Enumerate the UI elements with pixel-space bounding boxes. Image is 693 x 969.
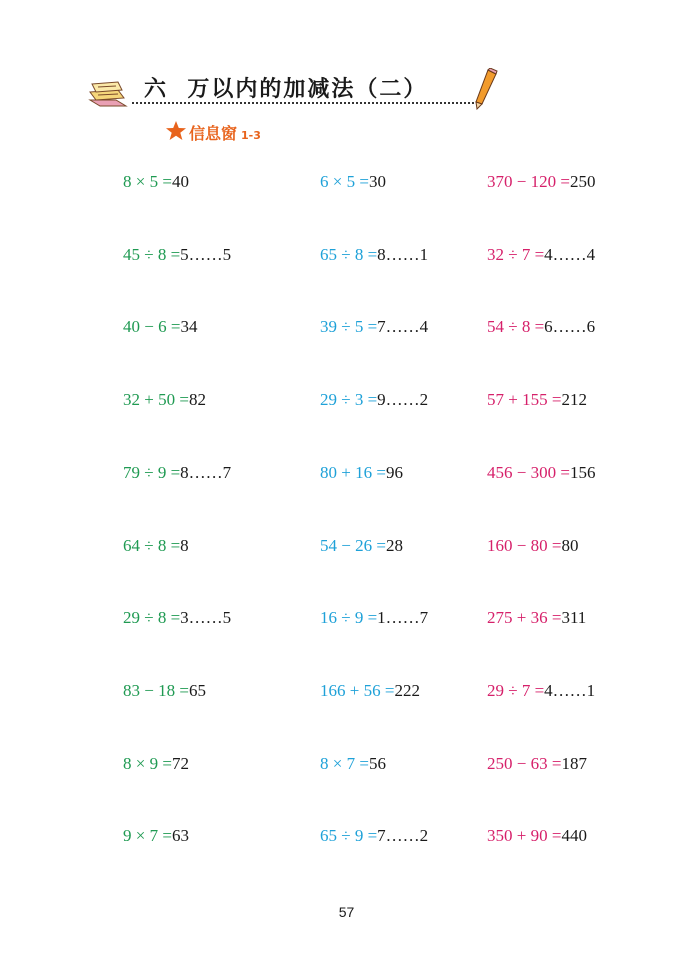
problem-expression: 275 + 36 = [487, 608, 562, 628]
problem-answer: 8……7 [180, 462, 232, 482]
problem-answer: 3……5 [180, 608, 232, 628]
problem-expression: 456 − 300 = [487, 462, 570, 482]
problem-expression: 54 − 26 = [320, 535, 386, 555]
problem-answer: 7……2 [377, 826, 429, 846]
page-number: 57 [338, 904, 355, 920]
problem-item [320, 608, 428, 628]
problem-item [123, 317, 197, 337]
problem-answer: 8 [180, 535, 189, 555]
section-number: 1-3 [241, 129, 261, 142]
problem-answer: 9……2 [377, 390, 429, 410]
problem-answer: 222 [394, 680, 420, 700]
problem-item [320, 390, 428, 410]
problem-expression: 29 ÷ 8 = [123, 608, 181, 628]
problem-answer: 63 [171, 826, 189, 846]
problem-expression: 65 ÷ 9 = [320, 826, 378, 846]
problem-expression: 29 ÷ 3 = [320, 390, 378, 410]
problem-answer: 65 [188, 680, 206, 700]
problem-item [320, 536, 403, 556]
problem-answer: 40 [171, 172, 189, 191]
problem-item [123, 608, 231, 628]
problem-item [320, 681, 420, 701]
problem-item [123, 536, 189, 556]
problem-answer: 96 [385, 462, 403, 482]
problem-expression: 32 + 50 = [123, 390, 189, 410]
problem-expression: 9 × 7 = [123, 826, 172, 846]
problem-expression: 39 ÷ 5 = [320, 317, 378, 337]
problem-expression: 8 × 9 = [123, 753, 172, 773]
chapter-title: 六 万以内的加减法（二） [144, 77, 428, 102]
problem-expression: 29 ÷ 7 = [487, 680, 545, 700]
problem-answer: 30 [368, 172, 386, 191]
problem-item [123, 754, 189, 774]
problem-answer: 8……1 [377, 244, 429, 264]
problem-item [487, 608, 586, 628]
problem-answer: 212 [561, 390, 587, 410]
problem-item [123, 245, 231, 265]
problem-item [123, 826, 189, 846]
problem-expression: 16 ÷ 9 = [320, 608, 378, 628]
problem-expression: 370 − 120 = [487, 172, 570, 191]
problem-expression: 40 − 6 = [123, 317, 181, 337]
problem-expression: 6 × 5 = [320, 172, 369, 191]
problem-expression: 350 + 90 = [487, 826, 562, 846]
problem-answer: 56 [368, 753, 386, 773]
problem-item [320, 172, 386, 192]
problem-item [320, 754, 386, 774]
problem-expression: 83 − 18 = [123, 680, 189, 700]
problem-answer: 80 [561, 535, 579, 555]
problem-expression: 45 ÷ 8 = [123, 244, 181, 264]
problem-answer: 5……5 [180, 244, 232, 264]
problem-item [123, 681, 206, 701]
problem-item [487, 754, 587, 774]
problem-answer: 440 [561, 826, 587, 846]
problem-item [320, 317, 428, 337]
problem-expression: 79 ÷ 9 = [123, 462, 181, 482]
problem-answer: 4……4 [544, 244, 596, 264]
problem-answer: 82 [188, 390, 206, 410]
problem-item [320, 826, 428, 846]
problem-item [123, 463, 231, 483]
problem-item [487, 681, 595, 701]
problem-answer: 34 [180, 317, 198, 337]
problem-item [487, 536, 578, 556]
problem-answer: 6……6 [544, 317, 596, 337]
problem-expression: 80 + 16 = [320, 462, 386, 482]
problem-answer: 250 [569, 172, 596, 191]
problem-answer: 28 [385, 535, 403, 555]
problem-item [487, 390, 587, 410]
problem-answer: 187 [561, 753, 587, 773]
problem-item [123, 172, 189, 192]
problem-expression: 166 + 56 = [320, 680, 395, 700]
problem-expression: 64 ÷ 8 = [123, 535, 181, 555]
problem-item [487, 826, 587, 846]
problem-item [320, 245, 428, 265]
problem-answer: 311 [561, 608, 587, 628]
problem-answer: 156 [569, 462, 596, 482]
problem-item [487, 463, 595, 483]
problem-expression: 57 + 155 = [487, 390, 562, 410]
section-title: 信息窗 [189, 124, 238, 143]
problem-expression: 8 × 7 = [320, 753, 369, 773]
problem-item [487, 317, 595, 337]
problem-item [320, 463, 403, 483]
problem-answer: 4……1 [544, 680, 596, 700]
problem-answer: 72 [171, 753, 189, 773]
problem-expression: 160 − 80 = [487, 535, 562, 555]
problem-expression: 8 × 5 = [123, 172, 172, 191]
problem-answer: 1……7 [377, 608, 429, 628]
problem-expression: 32 ÷ 7 = [487, 244, 545, 264]
problem-item [487, 172, 595, 192]
problem-item [123, 390, 206, 410]
problem-item [487, 245, 595, 265]
problem-expression: 250 − 63 = [487, 753, 562, 773]
problem-answer: 7……4 [377, 317, 429, 337]
problem-expression: 54 ÷ 8 = [487, 317, 545, 337]
problem-expression: 65 ÷ 8 = [320, 244, 378, 264]
